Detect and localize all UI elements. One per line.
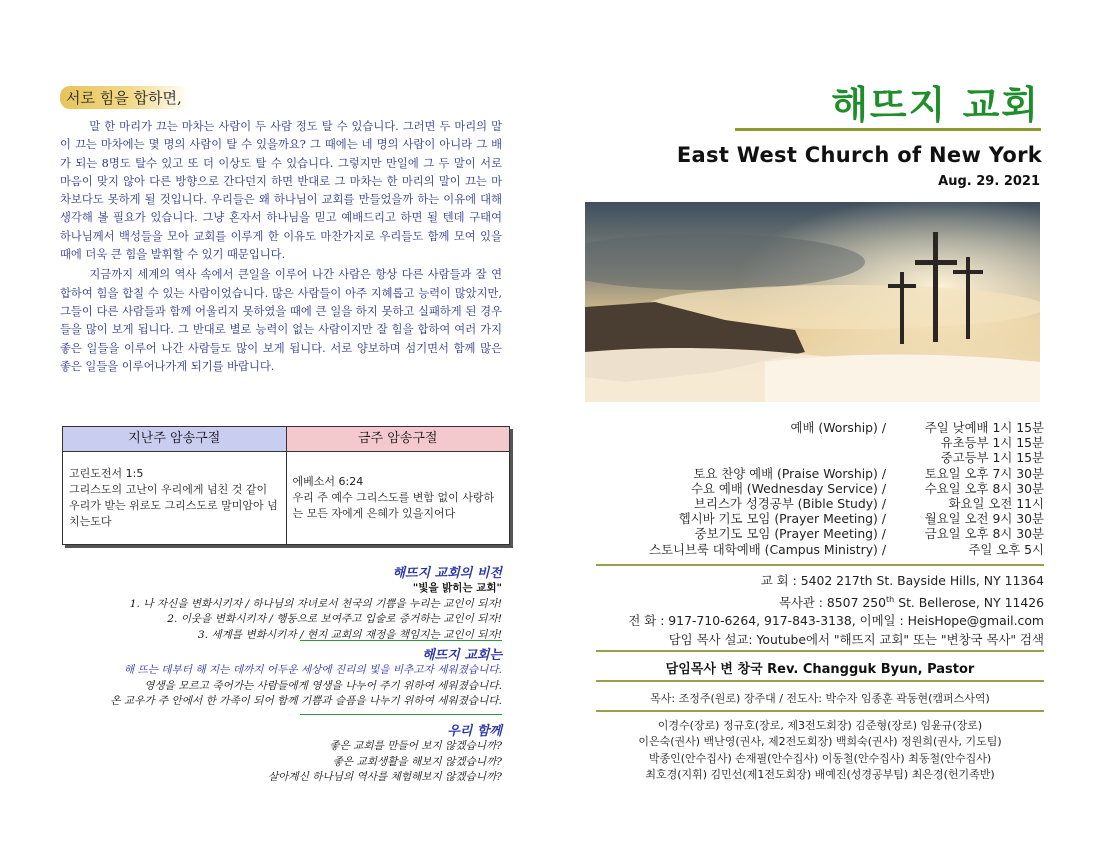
staff-list: 목사: 조정주(원로) 장주대 / 전도사: 박수자 임종훈 곽동현(캠퍼스사역) [650, 692, 990, 705]
vision-motto: "빛을 밝히는 교회" [412, 582, 502, 594]
mission-line: 해 뜨는 데부터 해 지는 데까지 어두운 세상에 진리의 빛을 비추고자 세워졌습니다. [123, 664, 502, 676]
schedule-label: 스토니브룩 대학예배 (Campus Ministry) / [649, 541, 886, 557]
last-week-verse-text: 그리스도의 고난이 우리에게 넘친 것 같이 우리가 받는 위로도 그리스도로 말미암아 넘치는도다 [69, 483, 278, 528]
last-week-verse-cell [63, 452, 287, 545]
contact-info [596, 572, 1044, 649]
schedule-label: 수요 예배 (Wednesday Service) / [690, 480, 886, 496]
divider [596, 710, 1044, 712]
church-address: 교 회 : 5402 217th St. Bayside Hills, NY 11364 [760, 573, 1044, 588]
senior-pastor: 담임목사 변 창국 Rev. Changguk Byun, Pastor [665, 662, 975, 677]
schedule-time: 월요일 오전 9시 30분 [924, 511, 1044, 527]
schedule-time: 수요일 오후 8시 30분 [924, 480, 1044, 496]
this-week-verse-header: 금주 암송구절 [286, 427, 510, 452]
last-week-verse-ref: 고린도전서 1:5 [69, 467, 144, 480]
church-name-korean: 해뜨지 교회 [831, 83, 1040, 127]
vision-line: 2. 이웃을 변화시키자 / 행동으로 보여주고 입술로 증거하는 교인이 되자! [167, 613, 502, 625]
schedule-row [596, 420, 1044, 435]
schedule-row [596, 526, 1044, 541]
together-line: 좋은 교회를 만들어 보지 않겠습니까? [329, 740, 502, 752]
this-week-verse-text: 우리 주 예수 그리스도를 변함 없이 사랑하는 모든 자에게 은혜가 있을지어다 [292, 491, 495, 520]
elders-list [596, 718, 1044, 784]
schedule-time: 화요일 오전 11시 [948, 496, 1044, 512]
schedule-row [596, 435, 1044, 450]
schedule-row [596, 542, 1044, 557]
divider [596, 564, 1044, 566]
essay-body [60, 118, 502, 378]
vision-heading: 해뜨지 교회의 비전 [392, 566, 502, 581]
schedule-time: 주일 낮예배 1시 15분 [924, 420, 1044, 435]
memory-verse-table [62, 426, 510, 545]
vision-section [100, 562, 502, 643]
this-week-verse-cell [286, 452, 510, 545]
crosses-image-icon [585, 202, 1040, 402]
schedule-time: 금요일 오후 8시 30분 [924, 526, 1044, 542]
schedule-row [596, 466, 1044, 481]
together-line: 좋은 교회생활을 해보지 않겠습니까? [332, 755, 502, 768]
mission-heading: 해뜨지 교회는 [422, 648, 502, 663]
schedule-label: 브리스가 성경공부 (Bible Study) / [694, 496, 886, 512]
schedule-time: 중고등부 1시 15분 [940, 450, 1044, 466]
bulletin-date: Aug. 29. 2021 [938, 174, 1040, 189]
together-section [200, 720, 502, 786]
schedule-time: 유초등부 1시 15분 [940, 435, 1044, 451]
sermon-info: 담임 목사 설교: Youtube에서 "해뜨지 교회" 또는 "변창국 목사" 검색 [668, 631, 1044, 647]
schedule-row [596, 511, 1044, 526]
schedule-label: 토요 찬양 예배 (Praise Worship) / [693, 465, 886, 481]
schedule-label: 헵시바 기도 모임 (Prayer Meeting) / [678, 511, 886, 527]
schedule-label [596, 435, 892, 450]
schedule-row [596, 481, 1044, 496]
elders-line: 이경수(장로) 정규호(장로, 제3전도회장) 김준형(장로) 임윤규(장로) [657, 719, 983, 732]
divider [300, 714, 502, 715]
schedule-time: 주일 오후 5시 [968, 541, 1044, 557]
essay-paragraph: 지금까지 세계의 역사 속에서 큰일을 이루어 나간 사람은 항상 다른 사람들과 잘 연합하여 힘을 합칠 수 있는 사람이었습니다. 많은 사람들이 아주 지혜롭고 능력이 많았지만, 그들이 다른 사람들과 함께 어울리지 못하였을 때에 큰 일을 하지 못하고 실패하게 된 경우들을 많이 보게 됩니다. 그 반대로 별로 능력이 없는 사람이지만 잘 힘을 합하여 여러 가지 좋은 일들을 이루어 나간 사람들도 많이 보게 됩니다. 서로 양보하며 섬기면서 함께 많은 좋은 일들을 이루어나가게 되기를 바랍니다. [60, 268, 502, 373]
mission-line: 영생을 모르고 죽어가는 사람들에게 영생을 나누어 주기 위하여 세워졌습니다. [144, 679, 502, 692]
schedule-row [596, 496, 1044, 511]
crosses-photo [585, 202, 1040, 402]
schedule-time: 토요일 오후 7시 30분 [924, 465, 1044, 481]
schedule-label: 예배 (Worship) / [790, 420, 886, 435]
elders-line: 최호경(지휘) 김민선(제1전도회장) 배예진(성경공부팀) 최은경(헌기족반) [645, 768, 995, 782]
parsonage-address: 목사관 : 8507 250th St. Bellerose, NY 11426 [778, 594, 1044, 610]
elders-line: 이은숙(권사) 백난영(권사, 제2전도회장) 백희숙(권사) 정원희(권사, 기도팀) [638, 735, 1002, 749]
mission-line: 온 교우가 주 안에서 한 가족이 되어 함께 기쁨과 슬픔을 나누기 위하여 세워졌습니다. [110, 695, 502, 707]
worship-schedule [596, 420, 1044, 557]
divider [300, 640, 502, 641]
mission-section [60, 644, 502, 710]
title-rule [735, 128, 1041, 131]
schedule-label [596, 450, 892, 465]
schedule-label: 중보기도 모임 (Prayer Meeting) / [694, 526, 886, 542]
divider [596, 680, 1044, 682]
last-week-verse-header: 지난주 암송구절 [63, 427, 287, 452]
together-heading: 우리 함께 [447, 724, 502, 739]
together-line: 살아계신 하나님의 역사를 체험해보지 않겠습니까? [267, 771, 502, 783]
vision-line: 3. 세계를 변화시키자 / 현지 교회의 재정을 책임지는 교인이 되자! [197, 628, 502, 641]
schedule-row [596, 450, 1044, 465]
divider [596, 650, 1044, 652]
vision-line: 1. 나 자신을 변화시키자 / 하나님의 자녀로서 천국의 기쁨을 누리는 교인이 되자! [129, 597, 502, 610]
essay-paragraph: 말 한 마리가 끄는 마차는 사람이 두 사람 정도 탈 수 있습니다. 그러면 두 마리의 말이 끄는 마차에는 몇 명의 사람이 탈 수 있을까요? 그 때에는 네 명의 사람이 아니라 그 배가 되는 8명도 탈수 있고 또 더 이상도 탈 수 있습니다. 그렇지만 만일에 그 두 말이 서로 마음이 맞지 않아 다른 방향으로 간다던지 하면 반대로 그 마차는 한 마리의 말이 끄는 마차보다도 못하게 될 것입니다. 우리들은 왜 하나님이 교회를 만들었을까 하는 이유에 대해 생각해 볼 필요가 있습니다. 그냥 혼자서 하나님을 믿고 예배드리고 하면 될 텐데 구태여 하나님께서 백성들을 모아 교회를 이루게 한 이유도 마찬가지로 우리들도 함께 모여 있을 때에 더욱 큰 힘을 발휘할 수 있기 때문입니다. [60, 120, 502, 262]
church-name-english: East West Church of New York [676, 143, 1042, 167]
phone-email: 전 화 : 917-710-6264, 917-843-3138, 이메일 : HeisHope@gmail.com [628, 613, 1044, 629]
elders-line: 박종인(안수집사) 손재필(안수집사) 이동철(안수집사) 최동철(안수집사) [648, 751, 992, 765]
essay-title: 서로 힘을 합하면, [60, 86, 190, 109]
this-week-verse-ref: 에베소서 6:24 [292, 475, 364, 488]
